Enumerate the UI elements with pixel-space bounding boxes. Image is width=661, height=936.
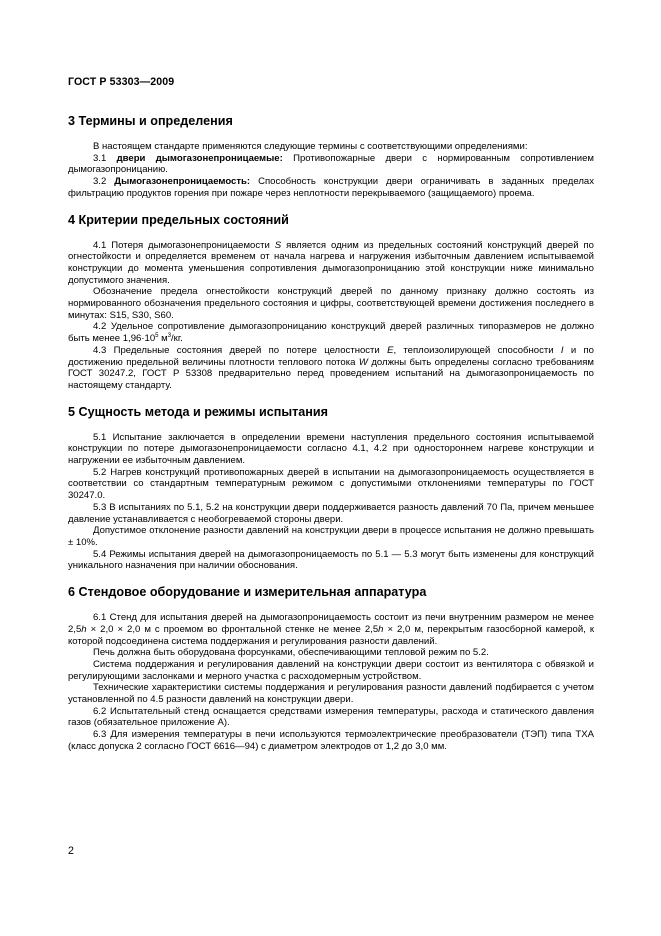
section-3-body bbox=[68, 141, 594, 200]
section-5-title: 5 Сущность метода и режимы испытания bbox=[68, 404, 328, 419]
term-3-2 bbox=[68, 176, 594, 199]
symbol-s: S bbox=[274, 239, 282, 251]
para-4-3-text-d: должны быть определены согласно требованиям ГОСТ 30247.2, ГОСТ Р 53308 предварительно перед проведением испытаний на дымогазопроницаемость по настоящему стандарту. bbox=[68, 356, 594, 391]
para-6-1-text-b: × 2,0 × 2,0 м с проемом во фронтальной стенке не менее 2,5 bbox=[86, 623, 379, 635]
para-4-3-text-b: , теплоизолирующей способности bbox=[393, 344, 561, 356]
para-6-1-4: Технические характеристики системы поддержания и регулирования разности давлений подбирается с учетом установленной по 4.5 разности давлений на конструкции двери. bbox=[68, 682, 594, 706]
symbol-h-2: h bbox=[378, 623, 384, 635]
para-6-2: 6.2 Испытательный стенд оснащается средствами измерения температуры, расхода и статического давления газов (обязательное приложение А). bbox=[68, 705, 594, 729]
term-3-2-number: 3.2 bbox=[93, 176, 115, 188]
para-4-3-text-a: 4.3 Предельные состояния дверей по потере целостности bbox=[93, 344, 388, 356]
para-4-1-text-b: является одним из предельных состояний конструкций дверей по огнестойкости и определяется временем от начала нагрева и нагружения избыточным давлением испытываемой конструкции до момента уменьшения сопротивления дымогазопроницанию этой конструкции ниже минимально допустимого значения. bbox=[68, 239, 594, 286]
section-3-title: 3 Термины и определения bbox=[68, 114, 233, 128]
symbol-h-1: h bbox=[81, 623, 87, 635]
para-4-2 bbox=[68, 321, 594, 344]
section-3-intro: В настоящем стандарте применяются следующие термины с соответствующими определениями: bbox=[93, 141, 528, 152]
section-4-body bbox=[68, 240, 594, 392]
para-4-2-text-c: /кг. bbox=[171, 333, 183, 345]
para-4-1-2: Обозначение предела огнестойкости конструкций дверей по данному признаку должно состоять из нормированного обозначения предельного состояния и цифры, соответствующей времени достижения последнего в минутах: S15, S30, S60. bbox=[68, 286, 594, 321]
symbol-e: Е bbox=[387, 344, 394, 356]
page-number: 2 bbox=[68, 845, 74, 857]
symbol-w: W bbox=[358, 356, 368, 368]
section-5-body bbox=[68, 432, 594, 572]
term-3-1-number: 3.1 bbox=[93, 152, 117, 164]
para-5-1: 5.1 Испытание заключается в определении времени наступления предельного состояния испытываемой конструкции по потере дымогазонепроницаемости согласно 4.1, 4.2 при одностороннем нагреве конструкции и нагружении ее избыточным давлением. bbox=[68, 431, 594, 467]
document-header: ГОСТ Р 53303—2009 bbox=[68, 76, 175, 88]
section-6-body bbox=[68, 612, 594, 752]
section-4-title: 4 Критерии предельных состояний bbox=[68, 212, 289, 227]
para-5-3: 5.3 В испытаниях по 5.1, 5.2 на конструкции двери поддерживается разность давлений 70 Па, причем меньшее давление устанавливается с необогреваемой стороны двери. bbox=[68, 501, 594, 525]
section-6-title: 6 Стендовое оборудование и измерительная аппаратура bbox=[68, 585, 427, 600]
para-4-1 bbox=[68, 240, 594, 287]
para-6-1-3: Система поддержания и регулирования давлений на конструкции двери состоит из вентилятора с обвязкой и регулирующими заслонками и мерного участка с расходомерным устройством. bbox=[68, 658, 594, 682]
exponent-3: 3 bbox=[167, 332, 172, 339]
para-5-4: 5.4 Режимы испытания дверей на дымогазопроницаемость по 5.1 — 5.3 могут быть изменены для конструкций уникального назначения при наличии обоснования. bbox=[68, 548, 594, 572]
term-3-2-term: Дымогазонепроницаемость: bbox=[114, 176, 251, 188]
para-5-2: 5.2 Нагрев конструкций противопожарных дверей в испытании на дымогазопроницаемость осуществляется в соответствии со стандартным температурным режимом с допустимыми отклонениями температуры по ГОСТ 30247.0. bbox=[68, 466, 594, 502]
term-3-1 bbox=[68, 153, 594, 176]
para-6-1-2: Печь должна быть оборудована форсунками, обеспечивающими тепловой режим по 5.2. bbox=[93, 647, 489, 659]
para-6-3: 6.3 Для измерения температуры в печи используются термоэлектрические преобразователи (ТЭП) типа ТХА (класс допуска 2 согласно ГОСТ 6616—94) с диаметром электродов от 1,2 до 3,0 мм. bbox=[68, 729, 594, 752]
term-3-1-definition: Противопожарные двери с нормированным сопротивлением дымогазопроницанию. bbox=[68, 152, 594, 176]
exponent-5: 5 bbox=[155, 332, 159, 339]
para-6-1-text-c: × 2,0 м, перекрытым газосборной камерой, к которой подсоединена система поддержания и регулирования разности давлений. bbox=[68, 623, 594, 647]
term-3-1-term: двери дымогазонепроницаемые: bbox=[116, 152, 283, 164]
para-6-1-text-a: 6.1 Стенд для испытания дверей на дымогазопроницаемость состоит из печи внутренним размером не менее 2,5 bbox=[68, 612, 594, 635]
para-5-3-2: Допустимое отклонение разности давлений на конструкции двери в процессе испытания не должно превышать ± 10%. bbox=[68, 525, 594, 548]
term-3-2-definition: Способность конструкции двери ограничивать в заданных пределах фильтрацию продуктов горения при пожаре через неплотности перекрываемого (защищаемого) проема. bbox=[68, 176, 594, 199]
para-6-1 bbox=[68, 612, 594, 647]
para-4-3 bbox=[68, 345, 594, 392]
document-page bbox=[68, 76, 594, 753]
para-4-1-text-a: 4.1 Потеря дымогазонепроницаемости bbox=[93, 239, 275, 251]
symbol-i: I bbox=[560, 344, 564, 356]
para-4-2-text-b: м bbox=[158, 333, 168, 345]
para-4-2-text-a: 4.2 Удельное сопротивление дымогазопроницанию конструкций дверей различных типоразмеров не должно быть менее 1,96·10 bbox=[68, 321, 594, 345]
para-4-3-text-c: и по достижению предельной величины плотности теплового потока bbox=[68, 344, 594, 368]
